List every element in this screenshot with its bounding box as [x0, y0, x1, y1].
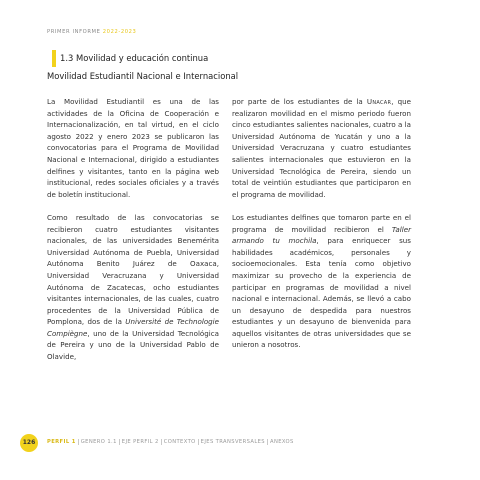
left-paragraph-2: [47, 212, 219, 363]
left-p2-text-a: Como resultado de las convocatorias se recibieron cuatro estudiantes visitantes nacionales, de las universidades Benemérita Universidad Autónoma de Puebla, Universidad Autónoma Benito Juárez de Oaxaca, Universidad Veracruzana y Universidad Autónoma de Zacatecas, ocho estudiantes visitantes internacionales, de las cuales, cuatro procedentes de la Universidad Pública de Pomplona, dos de la: [47, 212, 219, 327]
report-years: 2022-2023: [102, 29, 137, 35]
left-p2-text-b: , uno de la Universidad Tecnológica de Pereira y uno de la Universidad Pablo de Olavide,: [47, 328, 219, 362]
section-title: 1.3 Movilidad y educación continua: [60, 53, 209, 63]
section-subtitle: Movilidad Estudiantil Nacional e Internacional: [47, 71, 239, 81]
right-p1-text-b: , que realizaron movilidad en el mismo periodo fueron cinco estudiantes salientes nacionales, cuatro a la Universidad Autónoma de Yucatán y uno a la Universidad Veracruzana y cuatro estudiantes salientes internacionales que estuvieron en la Universidad Tecnológica de Pereira, siendo un total de veintiún estudiantes que participaron en el programa de movilidad.: [232, 97, 412, 199]
footer-nav-item-1[interactable]: GENERO 1.1: [78, 439, 119, 445]
footer-nav-item-0[interactable]: PERFIL 1: [47, 439, 76, 445]
page-number-badge: 126: [20, 434, 38, 452]
right-p2-emphasis: Taller armando tu mochila: [232, 224, 411, 246]
right-paragraph-2: [232, 212, 411, 351]
right-p2-text-b: , para enriquecer sus habilidades académicos, personales y socioemocionales. Esta tenía como objetivo maximizar su provecho de la experiencia de participar en programas de movilidad a nivel nacional e internacional. Además, se llevó a cabo un desayuno de despedida para nuestros estudiantes y un desayuno de bienvenida para aquellos visitantes de otras universidades que se unieron a nosotros.: [232, 236, 411, 350]
left-paragraph-1: La Movilidad Estudiantil es una de las actividades de la Oficina de Cooperación e Internacionalización, en tal virtud, en el ciclo agosto 2022 y enero 2023 se publicaron las convocatorias para el Programa de Movilidad Nacional e Internacional, dirigido a estudiantes delfines y visitantes, tanto en la página web institucional, redes sociales oficiales y a través de boletín institucional.: [47, 97, 219, 199]
left-p2-emphasis: Université de Technologie Compiègne: [47, 317, 220, 338]
right-p2-text-a: Los estudiantes delfines que tomaron parte en el programa de movilidad recibieron el: [232, 212, 411, 234]
report-label: PRIMER INFORME: [47, 29, 101, 35]
right-p1-smallcaps: Unacar: [366, 97, 392, 106]
left-column: [47, 96, 219, 374]
right-paragraph-1: [232, 96, 411, 200]
footer-nav-item-4[interactable]: EJES TRANSVERSALES: [198, 439, 267, 445]
right-column: [232, 96, 411, 363]
footer-nav-item-2[interactable]: EJE PERFIL 2: [119, 439, 161, 445]
footer-nav-item-3[interactable]: CONTEXTO: [161, 439, 198, 445]
report-header: [47, 29, 136, 35]
section-accent-bar: [52, 50, 56, 67]
footer-nav-item-5[interactable]: ANEXOS: [267, 439, 296, 445]
footer-nav: [47, 439, 296, 445]
right-p1-text-a: por parte de los estudiantes de la: [232, 97, 367, 106]
